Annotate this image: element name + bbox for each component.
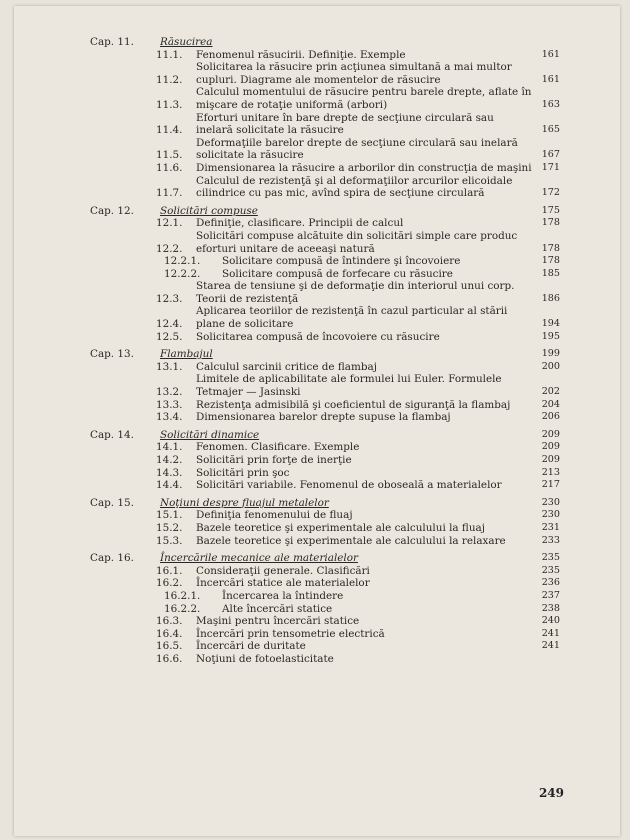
toc-entry-title: Dimensionarea la răsucire a arborilor din construcţia de maşini xyxy=(196,161,532,174)
toc-entry-number: 11.2. xyxy=(156,73,183,86)
toc-entry-title: Bazele teoretice şi experimentale ale calculului la fluaj xyxy=(196,521,485,534)
toc-entry xyxy=(90,577,560,590)
toc-entry-page: 217 xyxy=(541,479,560,491)
toc-entry-number: 11.4. xyxy=(156,124,183,137)
toc-entry-number: 13.1. xyxy=(156,360,183,373)
toc-entry-number: 12.3. xyxy=(156,292,183,305)
toc-entry-title: Încercările mecanice ale materialelor xyxy=(160,552,358,565)
table-of-contents xyxy=(90,36,560,666)
toc-entry-title: Definiţie, clasificare. Principii de calcul xyxy=(196,217,404,230)
toc-entry xyxy=(90,467,560,480)
toc-entry-page: 185 xyxy=(541,267,560,279)
toc-entry-page: 241 xyxy=(541,627,560,639)
toc-entry-page: 171 xyxy=(541,161,560,173)
toc-entry xyxy=(90,653,560,666)
toc-entry-number: 16.2.1. xyxy=(164,589,201,602)
toc-entry-title: Rezistenţa admisibilă şi coeficientul de siguranţă la flambaj xyxy=(196,398,511,411)
toc-entry-title: Solicitarea compusă de încovoiere cu răsucire xyxy=(196,330,440,343)
toc-entry-page: 235 xyxy=(541,552,560,564)
toc-entry-page: 195 xyxy=(541,330,560,342)
toc-entry-number: 16.2.2. xyxy=(164,602,201,615)
toc-entry-title: Consideraţii generale. Clasificări xyxy=(196,564,370,577)
toc-entry-page: 178 xyxy=(541,255,560,267)
toc-entry-page: 230 xyxy=(541,509,560,521)
toc-entry-number: 12.2.1. xyxy=(164,255,201,268)
toc-entry-title: Solicitări dinamice xyxy=(160,428,260,441)
toc-entry xyxy=(90,640,560,653)
toc-entry xyxy=(90,509,560,522)
toc-entry-title: Solicitări variabile. Fenomenul de oboseală a materialelor xyxy=(196,479,502,492)
toc-entry-page: 202 xyxy=(541,386,560,398)
toc-entry-number: 11.3. xyxy=(156,98,183,111)
toc-entry-page: 175 xyxy=(541,204,560,216)
toc-entry-number: 16.4. xyxy=(156,627,183,640)
toc-entry-title: Încercări de duritate xyxy=(196,640,306,653)
toc-entry-number: 16.6. xyxy=(156,652,183,665)
toc-entry-title: Calculul sarcinii critice de flambaj xyxy=(196,360,377,373)
toc-entry-title: Solicitări compuse alcătuite din solicitări simple care produc eforturi unitare de aceeaşi natură xyxy=(196,229,518,255)
toc-chapter xyxy=(90,348,560,361)
toc-entry-title: Dimensionarea barelor drepte supuse la flambaj xyxy=(196,411,451,424)
toc-chapter xyxy=(90,429,560,442)
toc-entry-title: Fenomenul răsucirii. Definiţie. Exemple xyxy=(196,48,406,61)
toc-entry-number: 12.5. xyxy=(156,330,183,343)
toc-entry-title: Solicitarea la răsucire prin acţiunea simultană a mai multor cupluri. Diagrame ale momentelor de răsucire xyxy=(196,61,512,86)
toc-chapter xyxy=(90,36,560,49)
toc-entry-number: 14.2. xyxy=(156,454,183,466)
toc-entry xyxy=(90,112,560,137)
toc-entry-title: Solicitări prin şoc xyxy=(196,466,290,479)
toc-entry-number: 11.7. xyxy=(156,187,183,200)
toc-entry xyxy=(90,86,560,111)
toc-entry-number: 11.6. xyxy=(156,161,183,174)
toc-entry xyxy=(90,175,560,200)
toc-entry xyxy=(90,535,560,548)
toc-entry-number: 16.1. xyxy=(156,564,183,577)
toc-entry-number: Cap. 15. xyxy=(90,496,134,509)
toc-entry-page: 233 xyxy=(541,534,560,546)
toc-entry-number: 14.1. xyxy=(156,441,183,454)
toc-entry-page: 200 xyxy=(541,360,560,372)
toc-entry xyxy=(90,628,560,641)
toc-entry xyxy=(90,590,560,603)
toc-entry-title: Eforturi unitare în bare drepte de secţiune circulară sau inelară solicitate la răsucire xyxy=(196,111,494,137)
toc-entry-number: 16.2. xyxy=(156,577,183,590)
toc-entry-number: 16.3. xyxy=(156,615,183,628)
toc-entry-title: Deformaţiile barelor drepte de secţiune circulară sau inelară solicitate la răsucire xyxy=(196,136,518,162)
toc-entry-title: Solicitări prin forţe de inerţie xyxy=(196,454,352,466)
toc-entry xyxy=(90,230,560,255)
toc-entry-title: Solicitări compuse xyxy=(160,204,258,217)
toc-entry xyxy=(90,373,560,398)
toc-entry-number: 14.4. xyxy=(156,479,183,492)
toc-entry xyxy=(90,255,560,268)
toc-entry xyxy=(90,331,560,344)
toc-entry-page: 161 xyxy=(541,73,560,85)
toc-entry-page: 209 xyxy=(541,454,560,465)
toc-entry-number: 15.1. xyxy=(156,509,183,522)
toc-entry-page: 230 xyxy=(541,496,560,508)
toc-entry-page: 199 xyxy=(541,348,560,360)
toc-entry-number: 13.2. xyxy=(156,386,183,399)
toc-entry xyxy=(90,565,560,578)
toc-entry-title: Maşini pentru încercări statice xyxy=(196,615,360,628)
toc-entry-title: Starea de tensiune şi de deformaţie din interiorul unui corp. Teorii de rezistenţă xyxy=(196,280,515,305)
page-number: 249 xyxy=(538,786,564,800)
toc-entry-number: Cap. 12. xyxy=(90,204,134,217)
toc-entry-number: 16.5. xyxy=(156,640,183,653)
toc-entry-title: Alte încercări statice xyxy=(222,602,333,615)
toc-entry-number: 14.3. xyxy=(156,466,183,479)
toc-entry-page: 165 xyxy=(541,124,560,136)
toc-entry xyxy=(90,522,560,535)
toc-entry-title: Limitele de aplicabilitate ale formulei lui Euler. Formulele Tetmajer — Jasinski xyxy=(196,373,502,399)
toc-entry-page: 235 xyxy=(541,564,560,576)
toc-entry xyxy=(90,479,560,492)
toc-entry-title: Calculul de rezistenţă şi al deformaţiilor arcurilor elicoidale cilindrice cu pas mic, avînd spira de secţiune circulară xyxy=(196,174,513,200)
toc-entry-page: 186 xyxy=(541,292,560,304)
toc-entry xyxy=(90,61,560,86)
toc-entry-page: 206 xyxy=(541,411,560,423)
toc-entry-page: 167 xyxy=(541,149,560,161)
toc-entry xyxy=(90,217,560,230)
toc-entry xyxy=(90,615,560,628)
toc-chapter xyxy=(90,497,560,510)
toc-entry xyxy=(90,454,560,467)
toc-entry-page: 240 xyxy=(541,615,560,627)
toc-entry-title: Încercarea la întindere xyxy=(222,589,344,602)
toc-chapter xyxy=(90,552,560,565)
toc-entry-page: 238 xyxy=(541,602,560,614)
toc-entry-page: 161 xyxy=(541,48,560,60)
toc-entry xyxy=(90,49,560,62)
toc-entry-title: Solicitare compusă de întindere şi încovoiere xyxy=(222,255,461,268)
toc-entry-title: Bazele teoretice şi experimentale ale calculului la relaxare xyxy=(196,534,506,547)
toc-entry-number: Cap. 14. xyxy=(90,428,134,441)
toc-entry-page: 231 xyxy=(541,521,560,533)
toc-entry-page: 163 xyxy=(541,98,560,110)
toc-entry-number: 13.3. xyxy=(156,398,183,411)
toc-entry xyxy=(90,441,560,454)
toc-entry-page: 209 xyxy=(541,441,560,453)
toc-entry xyxy=(90,162,560,175)
toc-entry xyxy=(90,411,560,424)
toc-entry-title: Flambajul xyxy=(160,348,213,361)
toc-entry-page: 237 xyxy=(541,589,560,601)
toc-entry-page: 236 xyxy=(541,577,560,589)
toc-entry-title: Calculul momentului de răsucire pentru barele drepte, aflate în mişcare de rotaţie uniformă (arbori) xyxy=(196,86,532,111)
toc-entry xyxy=(90,399,560,412)
book-page xyxy=(14,6,620,836)
toc-entry-title: Definiţia fenomenului de fluaj xyxy=(196,509,353,522)
toc-entry-page: 172 xyxy=(541,187,560,199)
toc-entry-number: Cap. 11. xyxy=(90,36,134,48)
toc-entry-title: Încercări statice ale materialelor xyxy=(196,577,370,590)
toc-entry-number: 11.5. xyxy=(156,149,183,162)
toc-entry-number: Cap. 13. xyxy=(90,348,134,361)
toc-entry-page: 204 xyxy=(541,398,560,410)
toc-entry-number: 12.2.2. xyxy=(164,267,201,280)
toc-entry-number: 12.2. xyxy=(156,242,183,255)
toc-entry-number: 12.1. xyxy=(156,217,183,230)
toc-entry-page: 209 xyxy=(541,428,560,440)
toc-entry-page: 194 xyxy=(541,318,560,330)
toc-entry xyxy=(90,268,560,281)
toc-entry-page: 241 xyxy=(541,640,560,652)
toc-entry-number: 13.4. xyxy=(156,411,183,424)
toc-entry-number: Cap. 16. xyxy=(90,552,134,565)
toc-entry-title: Răsucirea xyxy=(160,36,213,48)
toc-entry-number: 11.1. xyxy=(156,48,183,61)
toc-entry-page: 178 xyxy=(541,217,560,229)
toc-entry-title: Fenomen. Clasificare. Exemple xyxy=(196,441,360,454)
toc-entry-title: Solicitare compusă de forfecare cu răsucire xyxy=(222,267,453,280)
toc-entry xyxy=(90,305,560,330)
toc-entry-page: 178 xyxy=(541,242,560,254)
toc-entry-number: 15.2. xyxy=(156,521,183,534)
toc-entry xyxy=(90,137,560,162)
toc-entry-title: Încercări prin tensometrie electrică xyxy=(196,627,385,640)
toc-entry-number: 12.4. xyxy=(156,318,183,331)
toc-entry-page: 213 xyxy=(541,466,560,478)
toc-entry xyxy=(90,603,560,616)
toc-entry-title: Noţiuni despre fluajul metalelor xyxy=(160,496,329,509)
toc-entry xyxy=(90,280,560,305)
toc-entry xyxy=(90,361,560,374)
toc-chapter xyxy=(90,205,560,218)
toc-entry-title: Aplicarea teoriilor de rezistenţă în cazul particular al stării plane de solicitare xyxy=(196,305,508,331)
toc-entry-number: 15.3. xyxy=(156,534,183,547)
toc-entry-title: Noţiuni de fotoelasticitate xyxy=(196,652,334,665)
